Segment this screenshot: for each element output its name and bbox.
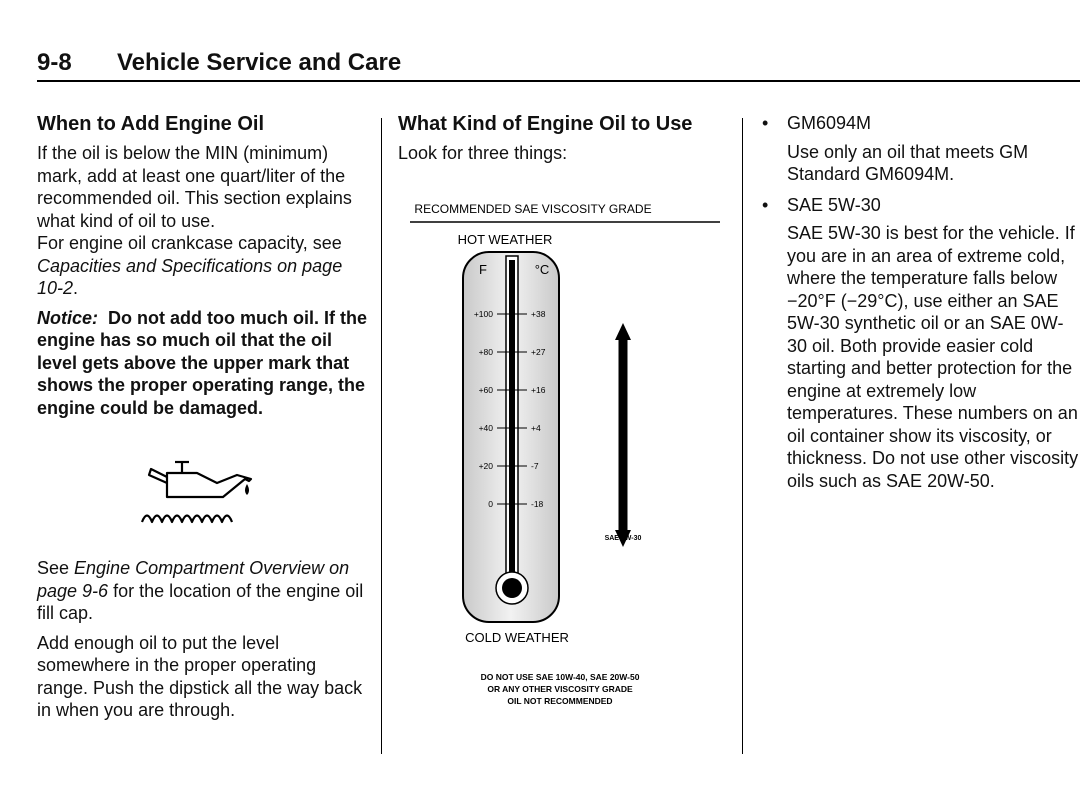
tick-label-c: +27 xyxy=(531,347,546,357)
bullet-gm6094m xyxy=(760,112,1080,135)
page-header xyxy=(37,46,1080,82)
column-left xyxy=(37,112,372,729)
tick-label-f: +100 xyxy=(473,309,493,319)
text-fragment: . xyxy=(73,278,79,298)
bullet-title: SAE 5W-30 xyxy=(787,194,881,215)
column-divider xyxy=(381,118,382,754)
cold-weather-label: COLD WEATHER xyxy=(465,630,569,645)
column-middle xyxy=(398,112,728,172)
notice-block xyxy=(37,307,372,420)
paragraph-add-enough: Add enough oil to put the level somewhere in the proper operating range. Push the dipstick all the way back in when you are through. xyxy=(37,632,363,720)
page-number: 9-8 xyxy=(37,49,72,76)
tick-label-f: +80 xyxy=(478,347,493,357)
tick-label-f: 0 xyxy=(488,499,493,509)
bullet-mark: • xyxy=(762,194,769,215)
paragraph-fill-cap xyxy=(37,557,372,625)
paragraph-look-for: Look for three things: xyxy=(398,143,568,163)
bullet-title: GM6094M xyxy=(787,113,872,133)
heading-what-kind: What Kind of Engine Oil to Use xyxy=(398,113,693,135)
bullet-sae-5w30 xyxy=(760,194,1080,217)
paragraph-below-min: If the oil is below the MIN (minimum) mark, add at least one quart/liter of the recommended oil. This section explains what kind of oil to use. xyxy=(37,143,352,231)
tick-label-c: -7 xyxy=(531,461,539,471)
warning-line-2: OR ANY OTHER VISCOSITY GRADE xyxy=(487,684,633,694)
notice-label: Notice: xyxy=(37,307,99,328)
column-divider xyxy=(742,118,743,754)
tick-label-c: +4 xyxy=(531,423,541,433)
heading-when-to-add: When to Add Engine Oil xyxy=(37,113,265,135)
link-capacities[interactable]: Capacities and Specifications on page 10-2 xyxy=(37,255,343,298)
bullet-body-sae-5w30: SAE 5W-30 is best for the vehicle. If you are in an area of extreme cold, where the temperature falls below −20°F (−29°C), use either an SAE 5W-30 synthetic oil or an SAE 0W-30 oil. Both provide easier cold starting and better protection for the engine at extremely low temperatures. These numbers on an oil container show its viscosity, or thickness. Do not use other viscosity oils such as SAE 20W-50. xyxy=(787,223,1079,491)
tick-label-c: +16 xyxy=(531,385,546,395)
tick-label-f: +20 xyxy=(478,461,493,471)
oil-can-icon xyxy=(137,449,257,529)
bullet-mark: • xyxy=(762,113,769,133)
notice-text: Do not add too much oil. If the engine has so much oil that the oil level gets above the upper mark that shows the proper operating range, the engine could be damaged. xyxy=(37,307,368,418)
unit-c: °C xyxy=(534,262,550,277)
warning-line-1: DO NOT USE SAE 10W-40, SAE 20W-50 xyxy=(480,672,640,682)
thermometer-mercury xyxy=(509,260,515,600)
viscosity-chart-figure xyxy=(405,190,725,720)
tick-label-c: +38 xyxy=(531,309,546,319)
section-title: Vehicle Service and Care xyxy=(117,49,402,76)
arrow-label: SAE 5W-30 xyxy=(604,535,642,542)
link-engine-compartment[interactable]: Engine Compartment Overview on page 9-6 xyxy=(37,558,350,601)
tick-label-f: +40 xyxy=(478,423,493,433)
text-fragment: See xyxy=(37,558,75,578)
text-fragment: for the location of the engine oil fill cap. xyxy=(37,580,364,623)
paragraph-capacity xyxy=(37,232,372,300)
bullet-body-gm6094m: Use only an oil that meets GM Standard GM6094M. xyxy=(787,141,1029,184)
column-right xyxy=(760,112,1080,500)
tick-label-c: -18 xyxy=(531,499,544,509)
arrow-head-up xyxy=(615,323,631,340)
viscosity-grade-label: RECOMMENDED SAE VISCOSITY GRADE xyxy=(414,202,652,216)
unit-f: F xyxy=(479,262,487,277)
warning-line-3: OIL NOT RECOMMENDED xyxy=(507,696,613,706)
thermometer-bulb xyxy=(502,578,522,598)
text-fragment: For engine oil crankcase capacity, see xyxy=(37,233,342,253)
tick-label-f: +60 xyxy=(478,385,493,395)
hot-weather-label: HOT WEATHER xyxy=(457,232,553,247)
